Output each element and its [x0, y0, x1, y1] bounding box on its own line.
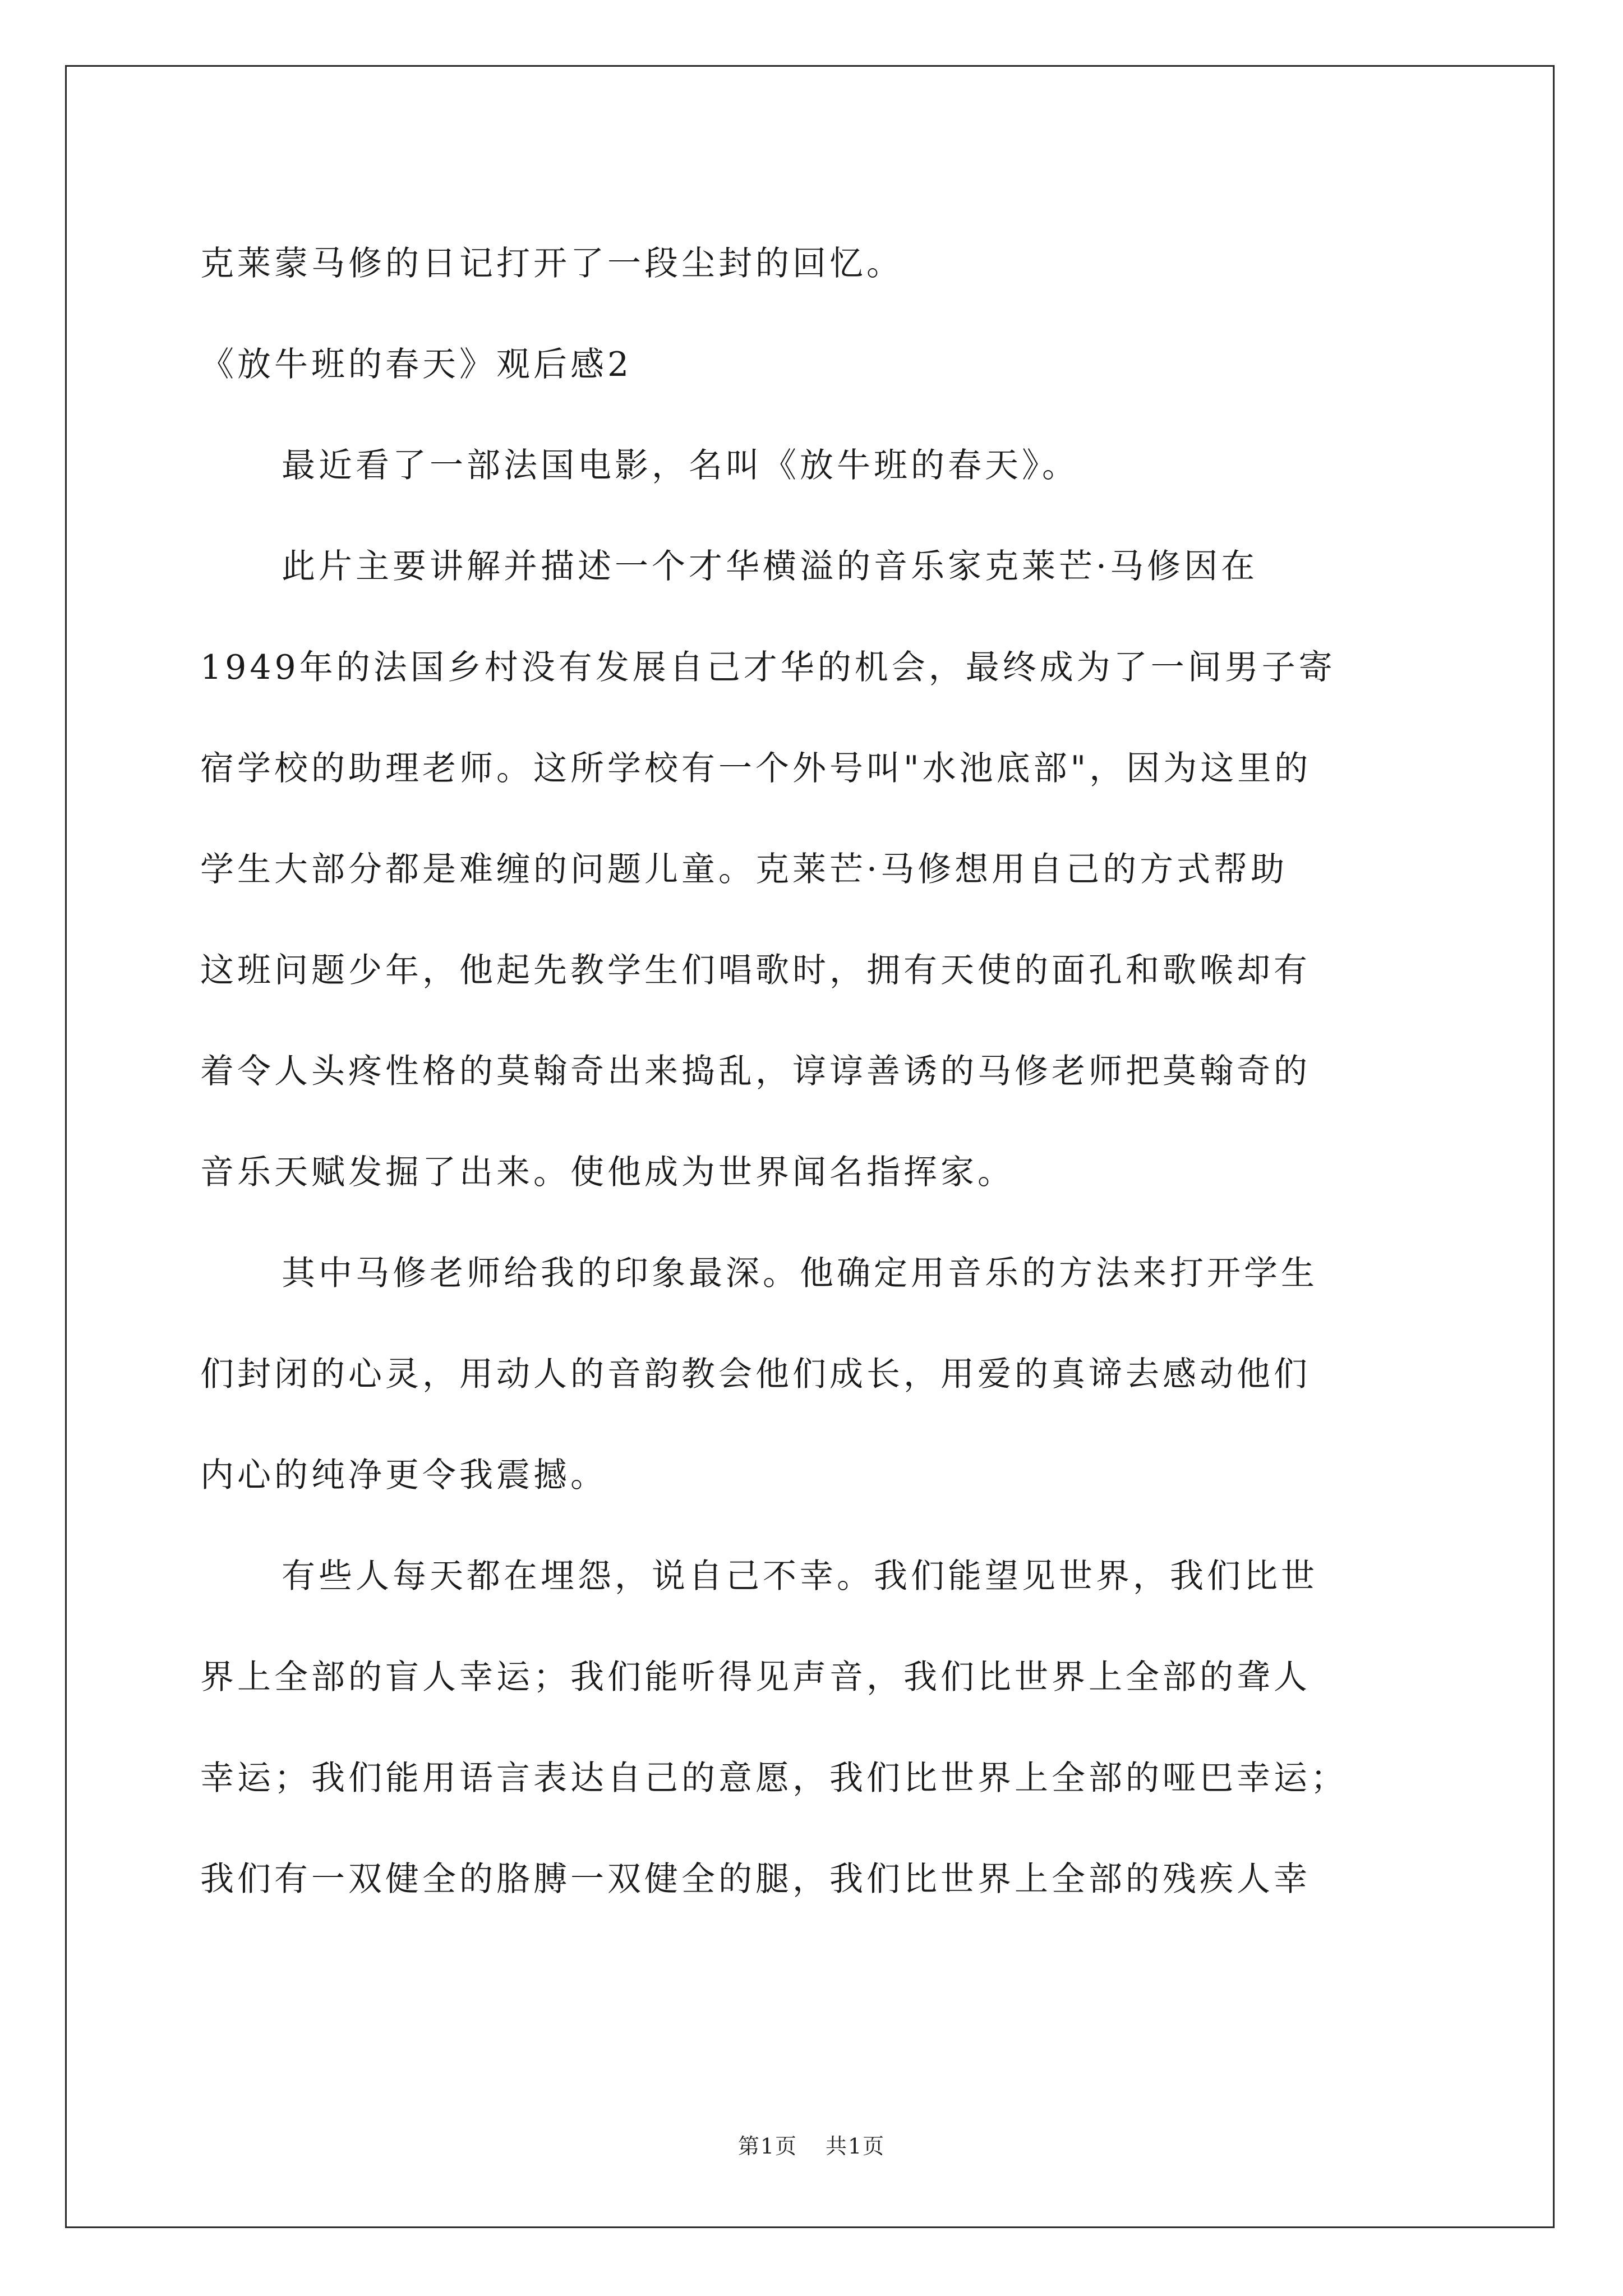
text-line-11: 其中马修老师给我的印象最深。他确定用音乐的方法来打开学生 — [282, 1254, 1318, 1293]
text-line-5: 1949年的法国乡村没有发展自己才华的机会，最终成为了一间男子寄 — [200, 648, 1336, 687]
text-line-10: 音乐天赋发掘了出来。使他成为世界闻名指挥家。 — [200, 1153, 1015, 1192]
text-line-16: 幸运；我们能用语言表达自己的意愿，我们比世界上全部的哑巴幸运； — [200, 1759, 1348, 1798]
text-line-3: 最近看了一部法国电影，名叫《放牛班的春天》。 — [282, 446, 1079, 485]
text-line-6: 宿学校的助理老师。这所学校有一个外号叫"水池底部"，因为这里的 — [200, 749, 1312, 788]
page-number: 第1页 — [737, 2134, 797, 2159]
page-footer — [0, 2129, 1623, 2160]
text-line-7: 学生大部分都是难缠的问题儿童。克莱芒·马修想用自己的方式帮助 — [200, 850, 1288, 889]
text-line-4: 此片主要讲解并描述一个才华横溢的音乐家克莱芒·马修因在 — [282, 547, 1258, 586]
text-line-13: 内心的纯净更令我震撼。 — [200, 1456, 607, 1495]
section-title: 《放牛班的春天》观后感2 — [200, 345, 633, 384]
text-line-14: 有些人每天都在埋怨，说自己不幸。我们能望见世界，我们比世 — [282, 1557, 1318, 1596]
text-line-15: 界上全部的盲人幸运；我们能听得见声音，我们比世界上全部的聋人 — [200, 1658, 1311, 1697]
text-line-12: 们封闭的心灵，用动人的音韵教会他们成长，用爱的真谛去感动他们 — [200, 1355, 1311, 1394]
text-line-1: 克莱蒙马修的日记打开了一段尘封的回忆。 — [200, 244, 903, 283]
text-line-17: 我们有一双健全的胳膊一双健全的腿，我们比世界上全部的残疾人幸 — [200, 1860, 1311, 1899]
text-line-8: 这班问题少年，他起先教学生们唱歌时，拥有天使的面孔和歌喉却有 — [200, 951, 1311, 990]
document-body — [200, 213, 1468, 1930]
page-total: 共1页 — [826, 2134, 886, 2159]
text-line-9: 着令人头疼性格的莫翰奇出来捣乱，谆谆善诱的马修老师把莫翰奇的 — [200, 1052, 1311, 1091]
